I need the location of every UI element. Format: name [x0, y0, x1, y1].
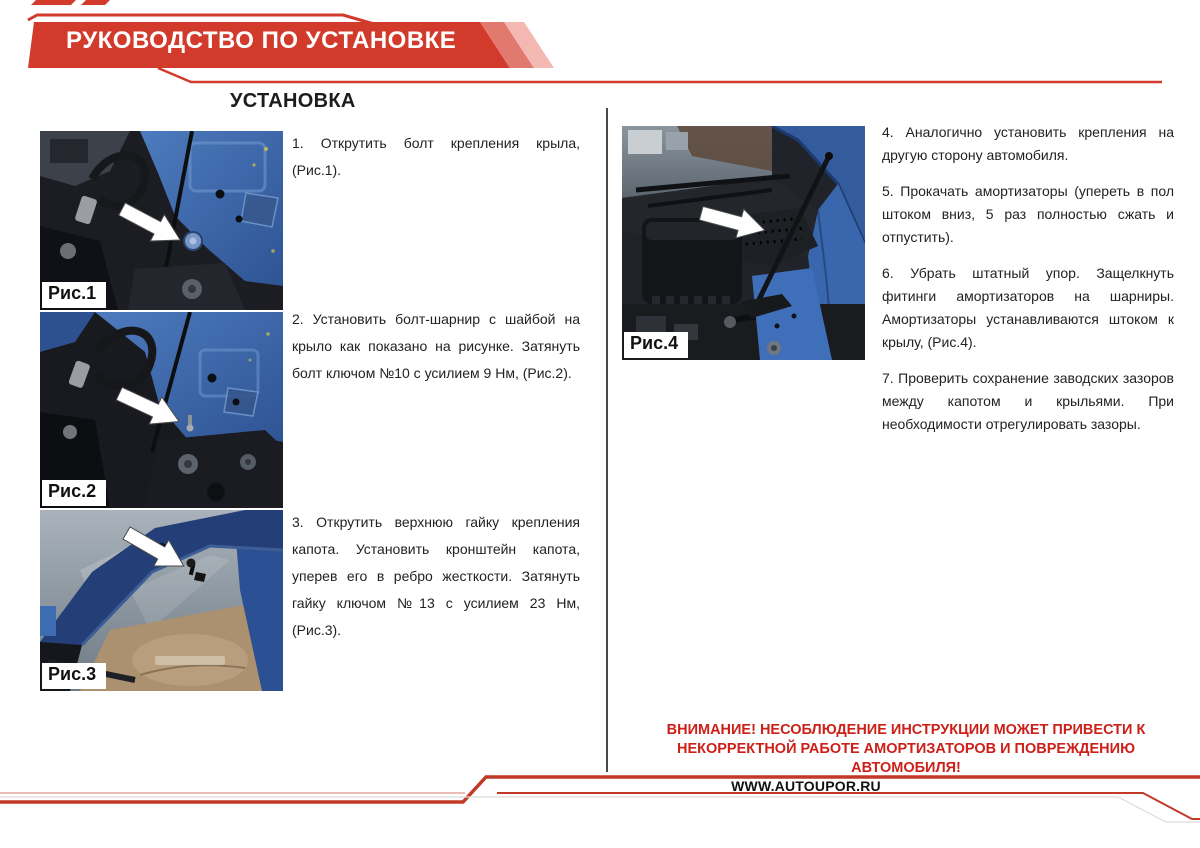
section-title: УСТАНОВКА	[230, 90, 356, 112]
figure-4	[622, 126, 865, 360]
figure-caption: Рис.2	[42, 480, 106, 506]
step-2-text: 2. Установить болт-шарнир с шайбой на крыло как показано на рисунке. Затянуть болт ключом №10 с усилием 9 Нм, (Рис.2).	[292, 311, 580, 381]
banner-title: РУКОВОДСТВО ПО УСТАНОВКЕ	[66, 27, 457, 54]
figure-2	[40, 312, 283, 508]
column-divider	[606, 108, 608, 772]
figure-3	[40, 510, 283, 691]
figure-caption: Рис.4	[624, 332, 688, 358]
step-4-text: 4. Аналогично установить крепления на другую сторону автомобиля.	[882, 124, 1174, 163]
right-column	[882, 121, 1174, 449]
figure-caption: Рис.1	[42, 282, 106, 308]
step-7-text: 7. Проверить сохранение заводских зазоров между капотом и крыльями. При необходимости отрегулировать зазоры.	[882, 370, 1174, 432]
warning-text: ВНИМАНИЕ! НЕСОБЛЮДЕНИЕ ИНСТРУКЦИИ МОЖЕТ ПРИВЕСТИ К НЕКОРРЕКТНОЙ РАБОТЕ АМОРТИЗАТОРОВ И ПОВРЕЖДЕНИЮ АВТОМОБИЛЯ!	[666, 722, 1146, 776]
step-6-text: 6. Убрать штатный упор. Защелкнуть фитинги амортизаторов на шарниры. Амортизаторы устанавливаются штоком к крылу, (Рис.4).	[882, 265, 1174, 350]
step-1-text: 1. Открутить болт крепления крыла, (Рис.1).	[292, 135, 580, 178]
footer-website: WWW.AUTOUPOR.RU	[731, 778, 881, 794]
figure-1	[40, 131, 283, 310]
footer-graphic	[0, 770, 1200, 848]
figure-4-photo	[622, 126, 865, 360]
figure-caption: Рис.3	[42, 663, 106, 689]
figure-2-photo	[40, 312, 283, 508]
step-3-text: 3. Открутить верхнюю гайку крепления капота. Установить кронштейн капота, уперев его в ребро жесткости. Затянуть гайку ключом №13 с усилием 23 Нм, (Рис.3).	[292, 514, 580, 638]
step-5-text: 5. Прокачать амортизаторы (упереть в пол штоком вниз, 5 раз полностью сжать и отпустить).	[882, 183, 1174, 245]
